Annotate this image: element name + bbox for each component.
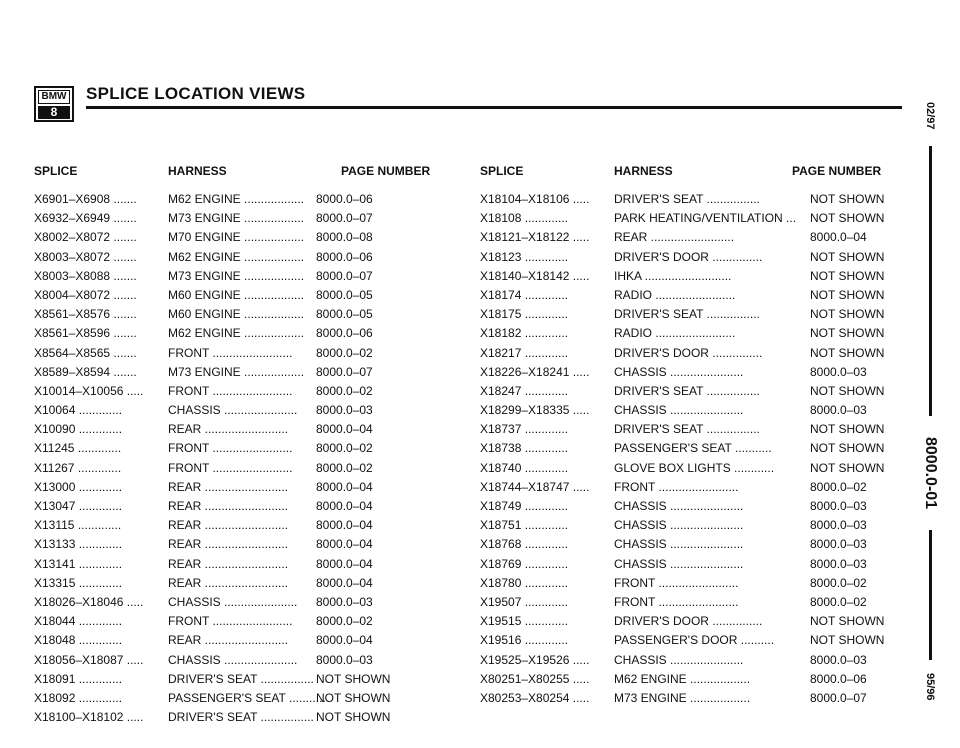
splice-cell: X18044 ............. bbox=[34, 614, 123, 629]
page-number-cell: 8000.0–02 bbox=[316, 441, 373, 456]
splice-cell: X13000 ............. bbox=[34, 479, 123, 494]
page-number-cell: 8000.0–07 bbox=[316, 268, 373, 283]
logo-model-text: 8 bbox=[38, 106, 70, 119]
splice-cell: X18174 ............. bbox=[480, 287, 569, 302]
table-row bbox=[34, 248, 454, 267]
table-row bbox=[480, 459, 900, 478]
splice-cell: X18056–X18087 ..... bbox=[34, 652, 144, 667]
harness-cell: FRONT ........................ bbox=[614, 575, 739, 590]
splice-cell: X18182 ............. bbox=[480, 326, 569, 341]
harness-cell: CHASSIS ...................... bbox=[614, 403, 744, 418]
splice-cell: X18121–X18122 ..... bbox=[480, 230, 590, 245]
splice-cell: X6901–X6908 ....... bbox=[34, 192, 137, 206]
table-row bbox=[480, 401, 900, 420]
table-row bbox=[34, 612, 454, 631]
harness-cell: PASSENGER'S SEAT ........... bbox=[168, 690, 326, 705]
splice-cell: X19516 ............. bbox=[480, 633, 569, 648]
table-row bbox=[480, 228, 900, 247]
harness-cell: M62 ENGINE .................. bbox=[168, 192, 305, 206]
harness-cell: DRIVER'S SEAT ................ bbox=[614, 422, 760, 437]
table-row bbox=[480, 363, 900, 382]
harness-cell: M73 ENGINE .................. bbox=[168, 211, 305, 226]
harness-cell: FRONT ........................ bbox=[168, 345, 293, 360]
page-number-cell: NOT SHOWN bbox=[316, 710, 391, 725]
splice-cell: X18768 ............. bbox=[480, 537, 569, 552]
page-number-cell: NOT SHOWN bbox=[810, 383, 885, 398]
splice-cell: X18217 ............. bbox=[480, 345, 569, 360]
harness-cell: DRIVER'S DOOR ............... bbox=[614, 614, 763, 629]
splice-cell: X13315 ............. bbox=[34, 575, 123, 590]
page-number-cell: NOT SHOWN bbox=[810, 211, 885, 226]
table-row bbox=[34, 708, 454, 727]
splice-cell: X11245 ............. bbox=[34, 441, 122, 456]
table-row bbox=[34, 420, 454, 439]
splice-cell: X8003–X8088 ....... bbox=[34, 268, 137, 283]
page-number-cell: 8000.0–02 bbox=[316, 383, 373, 398]
table-row bbox=[480, 420, 900, 439]
page-number-cell: NOT SHOWN bbox=[810, 287, 885, 302]
harness-cell: M62 ENGINE .................. bbox=[168, 249, 305, 264]
harness-cell: FRONT ........................ bbox=[614, 594, 739, 609]
harness-cell: FRONT ........................ bbox=[614, 479, 739, 494]
harness-cell: REAR ......................... bbox=[168, 479, 289, 494]
splice-cell: X13047 ............. bbox=[34, 499, 123, 513]
table-row bbox=[480, 267, 900, 286]
page-number-cell: 8000.0–04 bbox=[810, 230, 867, 245]
page-number-cell: 8000.0–06 bbox=[316, 326, 373, 341]
page-number-cell: NOT SHOWN bbox=[810, 326, 885, 341]
harness-cell: REAR ......................... bbox=[614, 230, 735, 245]
harness-header: HARNESS bbox=[614, 164, 673, 178]
harness-cell: RADIO ........................ bbox=[614, 326, 736, 341]
page-number-cell: 8000.0–06 bbox=[316, 192, 373, 206]
splice-cell: X13133 ............. bbox=[34, 537, 123, 552]
table-row bbox=[34, 555, 454, 574]
harness-cell: M60 ENGINE .................. bbox=[168, 287, 305, 302]
harness-cell: REAR ......................... bbox=[168, 422, 289, 437]
harness-cell: DRIVER'S SEAT ................ bbox=[168, 671, 314, 686]
harness-cell: DRIVER'S SEAT ................ bbox=[168, 710, 314, 725]
splice-cell: X18780 ............. bbox=[480, 575, 569, 590]
harness-cell: FRONT ........................ bbox=[168, 460, 293, 475]
page-number-cell: 8000.0–03 bbox=[810, 518, 867, 533]
left-row-list bbox=[34, 190, 454, 727]
table-row bbox=[34, 267, 454, 286]
harness-cell: CHASSIS ...................... bbox=[614, 556, 744, 571]
harness-cell: PASSENGER'S DOOR .......... bbox=[614, 633, 775, 648]
left-column bbox=[34, 164, 454, 725]
table-row bbox=[480, 324, 900, 343]
splice-cell: X80253–X80254 ..... bbox=[480, 690, 590, 705]
table-row bbox=[34, 209, 454, 228]
table-row bbox=[34, 401, 454, 420]
harness-cell: REAR ......................... bbox=[168, 575, 289, 590]
harness-cell: M62 ENGINE .................. bbox=[168, 326, 305, 341]
page-number-cell: NOT SHOWN bbox=[810, 441, 885, 456]
harness-cell: DRIVER'S SEAT ................ bbox=[614, 192, 760, 206]
splice-cell: X8589–X8594 ....... bbox=[34, 364, 137, 379]
page-number-cell: NOT SHOWN bbox=[810, 614, 885, 629]
table-row bbox=[480, 439, 900, 458]
table-row bbox=[480, 248, 900, 267]
table-row bbox=[480, 286, 900, 305]
page-number-cell: 8000.0–02 bbox=[810, 575, 867, 590]
page-number-header: PAGE NUMBER bbox=[792, 164, 882, 178]
table-row bbox=[480, 535, 900, 554]
harness-cell: CHASSIS ...................... bbox=[168, 594, 298, 609]
harness-cell: CHASSIS ...................... bbox=[168, 403, 298, 418]
page-number-cell: NOT SHOWN bbox=[810, 307, 885, 322]
table-row bbox=[480, 631, 900, 650]
splice-cell: X18175 ............. bbox=[480, 307, 569, 322]
harness-cell: CHASSIS ...................... bbox=[614, 537, 744, 552]
harness-cell: PARK HEATING/VENTILATION ... bbox=[614, 211, 797, 226]
left-column-header bbox=[34, 164, 454, 182]
page-number-cell: 8000.0–02 bbox=[810, 479, 867, 494]
splice-cell: X19507 ............. bbox=[480, 594, 569, 609]
harness-cell: M73 ENGINE .................. bbox=[614, 690, 751, 705]
harness-cell: FRONT ........................ bbox=[168, 383, 293, 398]
splice-cell: X80251–X80255 ..... bbox=[480, 671, 590, 686]
page-number-cell: NOT SHOWN bbox=[810, 268, 885, 283]
right-column bbox=[480, 164, 900, 705]
splice-cell: X11267 ............. bbox=[34, 460, 122, 475]
harness-cell: M60 ENGINE .................. bbox=[168, 307, 305, 322]
splice-cell: X18738 ............. bbox=[480, 441, 569, 456]
harness-cell: DRIVER'S DOOR ............... bbox=[614, 345, 763, 360]
harness-cell: M62 ENGINE .................. bbox=[614, 671, 751, 686]
splice-cell: X10014–X10056 ..... bbox=[34, 383, 144, 398]
table-row bbox=[34, 439, 454, 458]
page-number-cell: 8000.0–03 bbox=[316, 403, 373, 418]
splice-cell: X18091 ............. bbox=[34, 671, 123, 686]
model-years: 95/96 bbox=[924, 673, 936, 701]
splice-cell: X8003–X8072 ....... bbox=[34, 249, 137, 264]
page-number-cell: 8000.0–08 bbox=[316, 230, 373, 245]
page-number-cell: 8000.0–04 bbox=[316, 633, 373, 648]
harness-cell: DRIVER'S SEAT ................ bbox=[614, 383, 760, 398]
page-number-cell: 8000.0–04 bbox=[316, 422, 373, 437]
page-header bbox=[34, 86, 902, 126]
splice-cell: X8564–X8565 ....... bbox=[34, 345, 137, 360]
harness-cell: REAR ......................... bbox=[168, 537, 289, 552]
splice-cell: X18299–X18335 ..... bbox=[480, 403, 590, 418]
page-number-cell: 8000.0–05 bbox=[316, 287, 373, 302]
splice-cell: X18744–X18747 ..... bbox=[480, 479, 590, 494]
harness-cell: CHASSIS ...................... bbox=[614, 518, 744, 533]
splice-cell: X18769 ............. bbox=[480, 556, 569, 571]
page-number-cell: NOT SHOWN bbox=[810, 460, 885, 475]
harness-cell: DRIVER'S SEAT ................ bbox=[614, 307, 760, 322]
splice-header: SPLICE bbox=[480, 164, 524, 178]
page-number-cell: NOT SHOWN bbox=[810, 633, 885, 648]
page-number-cell: NOT SHOWN bbox=[810, 249, 885, 264]
page-number-cell: NOT SHOWN bbox=[810, 192, 885, 206]
table-row bbox=[34, 574, 454, 593]
harness-cell: M70 ENGINE .................. bbox=[168, 230, 305, 245]
harness-cell: PASSENGER'S SEAT ........... bbox=[614, 441, 772, 456]
title-rule bbox=[86, 106, 902, 109]
table-row bbox=[480, 689, 900, 708]
harness-cell: CHASSIS ...................... bbox=[614, 364, 744, 379]
table-row bbox=[480, 574, 900, 593]
bmw-8-logo-icon bbox=[34, 86, 74, 122]
table-row bbox=[480, 516, 900, 535]
table-row bbox=[34, 670, 454, 689]
splice-cell: X6932–X6949 ....... bbox=[34, 211, 137, 226]
page-number-cell: NOT SHOWN bbox=[810, 345, 885, 360]
table-row bbox=[34, 631, 454, 650]
page-title: SPLICE LOCATION VIEWS bbox=[86, 84, 306, 103]
page-number-cell: 8000.0–07 bbox=[316, 211, 373, 226]
splice-cell: X19525–X19526 ..... bbox=[480, 652, 590, 667]
page-number-cell: NOT SHOWN bbox=[316, 671, 391, 686]
page-number-cell: 8000.0–03 bbox=[316, 652, 373, 667]
table-row bbox=[480, 382, 900, 401]
page-number-cell: 8000.0–03 bbox=[316, 594, 373, 609]
table-row bbox=[34, 190, 454, 209]
splice-cell: X18247 ............. bbox=[480, 383, 569, 398]
harness-cell: FRONT ........................ bbox=[168, 614, 293, 629]
table-row bbox=[480, 612, 900, 631]
page-number-cell: 8000.0–04 bbox=[316, 499, 373, 513]
page-code: 8000.0-01 bbox=[922, 436, 939, 510]
table-row bbox=[34, 535, 454, 554]
table-row bbox=[34, 363, 454, 382]
harness-cell: FRONT ........................ bbox=[168, 441, 293, 456]
page-number-cell: 8000.0–05 bbox=[316, 307, 373, 322]
harness-cell: CHASSIS ...................... bbox=[614, 652, 744, 667]
splice-cell: X18100–X18102 ..... bbox=[34, 710, 144, 725]
page-number-cell: 8000.0–03 bbox=[810, 499, 867, 513]
page-number-cell: 8000.0–04 bbox=[316, 556, 373, 571]
logo-brand-text: BMW bbox=[38, 90, 70, 104]
splice-cell: X8561–X8596 ....... bbox=[34, 326, 137, 341]
table-row bbox=[480, 593, 900, 612]
splice-cell: X13141 ............. bbox=[34, 556, 123, 571]
table-row bbox=[34, 516, 454, 535]
table-row bbox=[34, 382, 454, 401]
page-number-cell: NOT SHOWN bbox=[316, 690, 391, 705]
page-number-cell: 8000.0–03 bbox=[810, 403, 867, 418]
splice-cell: X18749 ............. bbox=[480, 499, 569, 513]
splice-cell: X18740 ............. bbox=[480, 460, 569, 475]
page-number-cell: 8000.0–02 bbox=[316, 460, 373, 475]
page-number-header: PAGE NUMBER bbox=[341, 164, 431, 178]
harness-cell: GLOVE BOX LIGHTS ............ bbox=[614, 460, 775, 475]
table-row bbox=[480, 555, 900, 574]
harness-cell: DRIVER'S DOOR ............... bbox=[614, 249, 763, 264]
splice-cell: X10090 ............. bbox=[34, 422, 123, 437]
table-row bbox=[34, 478, 454, 497]
splice-cell: X18048 ............. bbox=[34, 633, 123, 648]
page-number-cell: 8000.0–04 bbox=[316, 518, 373, 533]
splice-cell: X10064 ............. bbox=[34, 403, 123, 418]
page-number-cell: 8000.0–04 bbox=[316, 537, 373, 552]
table-row bbox=[480, 305, 900, 324]
table-row bbox=[34, 344, 454, 363]
harness-cell: M73 ENGINE .................. bbox=[168, 364, 305, 379]
splice-cell: X18108 ............. bbox=[480, 211, 569, 226]
table-row bbox=[480, 190, 900, 209]
table-row bbox=[34, 593, 454, 612]
splice-cell: X19515 ............. bbox=[480, 614, 569, 629]
splice-cell: X18026–X18046 ..... bbox=[34, 594, 144, 609]
table-row bbox=[34, 286, 454, 305]
page-number-cell: 8000.0–04 bbox=[316, 575, 373, 590]
page-number-cell: 8000.0–03 bbox=[810, 556, 867, 571]
harness-cell: REAR ......................... bbox=[168, 499, 289, 513]
harness-cell: M73 ENGINE .................. bbox=[168, 268, 305, 283]
splice-cell: X18104–X18106 ..... bbox=[480, 192, 590, 206]
splice-cell: X18751 ............. bbox=[480, 518, 569, 533]
splice-cell: X18226–X18241 ..... bbox=[480, 364, 590, 379]
page-number-cell: 8000.0–02 bbox=[316, 345, 373, 360]
margin-line-lower bbox=[929, 530, 932, 660]
table-row bbox=[480, 651, 900, 670]
splice-cell: X18140–X18142 ..... bbox=[480, 268, 590, 283]
page-number-cell: 8000.0–03 bbox=[810, 537, 867, 552]
table-row bbox=[480, 497, 900, 516]
margin-line-upper bbox=[929, 146, 932, 416]
harness-cell: CHASSIS ...................... bbox=[614, 499, 744, 513]
revision-date: 02/97 bbox=[924, 102, 936, 130]
table-row bbox=[34, 689, 454, 708]
harness-cell: CHASSIS ...................... bbox=[168, 652, 298, 667]
splice-cell: X18737 ............. bbox=[480, 422, 569, 437]
harness-cell: REAR ......................... bbox=[168, 556, 289, 571]
splice-cell: X18123 ............. bbox=[480, 249, 569, 264]
splice-header: SPLICE bbox=[34, 164, 78, 178]
page-number-cell: 8000.0–06 bbox=[810, 671, 867, 686]
page-number-cell: 8000.0–07 bbox=[810, 690, 867, 705]
page-number-cell: 8000.0–02 bbox=[316, 614, 373, 629]
table-row bbox=[480, 209, 900, 228]
table-row bbox=[480, 344, 900, 363]
harness-cell: REAR ......................... bbox=[168, 633, 289, 648]
harness-cell: IHKA .......................... bbox=[614, 268, 732, 283]
splice-cell: X18092 ............. bbox=[34, 690, 123, 705]
harness-header: HARNESS bbox=[168, 164, 227, 178]
table-row bbox=[480, 670, 900, 689]
right-row-list bbox=[480, 190, 900, 708]
splice-cell: X8002–X8072 ....... bbox=[34, 230, 137, 245]
right-column-header bbox=[480, 164, 900, 182]
page-number-cell: NOT SHOWN bbox=[810, 422, 885, 437]
splice-cell: X8004–X8072 ....... bbox=[34, 287, 137, 302]
harness-cell: REAR ......................... bbox=[168, 518, 289, 533]
splice-cell: X13115 ............. bbox=[34, 518, 122, 533]
harness-cell: RADIO ........................ bbox=[614, 287, 736, 302]
table-row bbox=[480, 478, 900, 497]
page-number-cell: 8000.0–07 bbox=[316, 364, 373, 379]
page-number-cell: 8000.0–04 bbox=[316, 479, 373, 494]
table-row bbox=[34, 497, 454, 516]
table-row bbox=[34, 459, 454, 478]
side-margin bbox=[918, 92, 942, 748]
table-row bbox=[34, 305, 454, 324]
page-number-cell: 8000.0–03 bbox=[810, 364, 867, 379]
table-row bbox=[34, 651, 454, 670]
table-row bbox=[34, 228, 454, 247]
page-number-cell: 8000.0–02 bbox=[810, 594, 867, 609]
table-row bbox=[34, 324, 454, 343]
page-number-cell: 8000.0–03 bbox=[810, 652, 867, 667]
page-number-cell: 8000.0–06 bbox=[316, 249, 373, 264]
splice-cell: X8561–X8576 ....... bbox=[34, 307, 137, 322]
